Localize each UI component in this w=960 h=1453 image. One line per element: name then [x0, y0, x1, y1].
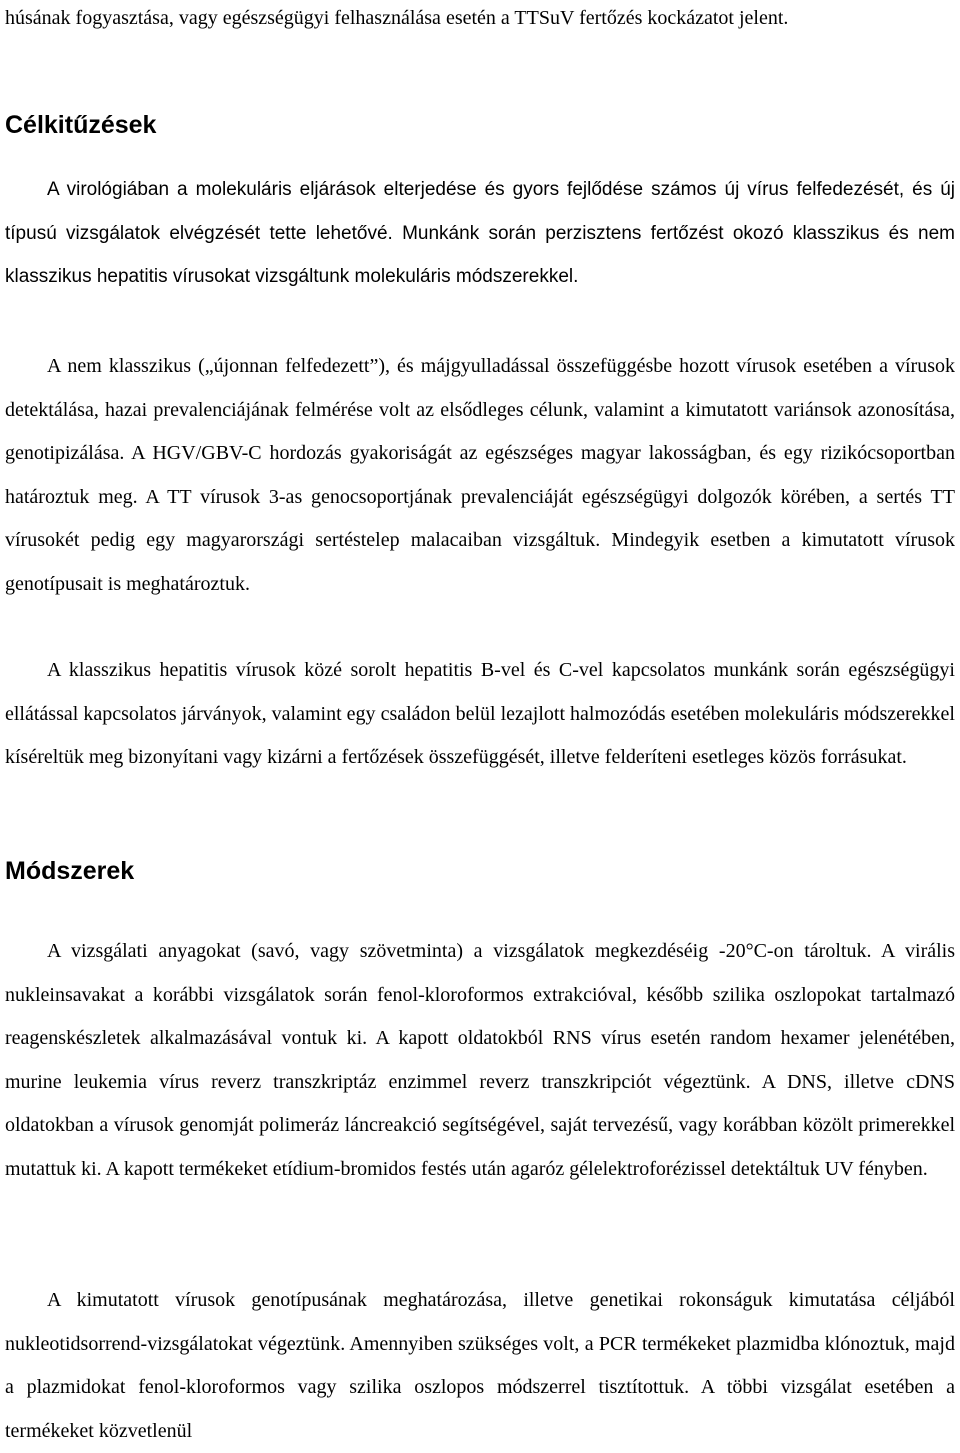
paragraph-klasszikus: A klasszikus hepatitis vírusok közé sorolt hepatitis B-vel és C-vel kapcsolatos munkánk során egészségügyi ellátással kapcsolatos járványok, valamint egy családon belül lezajlott halmozódás esetében molekuláris módszerekkel kíséreltük meg bizonyítani vagy kizárni a fertőzések összefüggését, illetve felderíteni esetleges közös forrásukat.	[5, 659, 955, 768]
intro-tail-paragraph: húsának fogyasztása, vagy egészségügyi felhasználása esetén a TTSuV fertőzés kockázatot jelent.	[5, 7, 789, 29]
paragraph-genotipus: A kimutatott vírusok genotípusának meghatározása, illetve genetikai rokonságuk kimutatása céljából nukleotidsorrend-vizsgálatokat végeztünk. Amennyiben szükséges volt, a PCR termékeket plazmidba klónoztuk, majd a plazmidokat fenol-kloroformos vagy szilika oszlopos módszerrel tisztítottuk. A többi vizsgálat esetében a termékeket közvetlenül	[5, 1289, 955, 1442]
paragraph-virologia: A virológiában a molekuláris eljárások elterjedése és gyors fejlődése számos új vírus felfedezését, és új típusú vizsgálatok elvégzését tette lehetővé. Munkánk során perzisztens fertőzést okozó klasszikus és nem klasszikus hepatitis vírusokat vizsgáltunk molekuláris módszerekkel.	[5, 179, 955, 287]
section-heading-modszerek: Módszerek	[5, 857, 135, 885]
paragraph-nem-klasszikus: A nem klasszikus („újonnan felfedezett”), és májgyulladással összefüggésbe hozott vírusok esetében a vírusok detektálása, hazai prevalenciájának felmérése volt az elsődleges célunk, valamint a kimutatott variánsok azonosítása, genotipizálása. A HGV/GBV-C hordozás gyakoriságát az egészséges magyar lakosságban, és egy rizikócsoportban határoztuk meg. A TT vírusok 3-as genocsoportjának prevalenciáját egészségügyi dolgozók körében, a sertés TT vírusokét pedig egy magyarországi sertéstelep malacaiban vizsgáltuk. Mindegyik esetben a kimutatott vírusok genotípusait is meghatároztuk.	[5, 355, 955, 595]
paragraph-vizsgalati-anyagok: A vizsgálati anyagokat (savó, vagy szövetminta) a vizsgálatok megkezdéséig -20°C-on tároltuk. A virális nukleinsavakat a korábbi vizsgálatok során fenol-kloroformos extrakcióval, később szilika oszlopokat tartalmazó reagenskészletek alkalmazásával vontuk ki. A kapott oldatokból RNS vírus esetén random hexamer jelenétében, murine leukemia vírus reverz transzkriptáz enzimmel reverz transzkripciót végeztünk. A DNS, illetve cDNS oldatokban a vírusok genomját polimeráz láncreakció segítségével, saját tervezésű, vagy korábban közölt primerekkel mutattuk ki. A kapott termékeket etídium-bromidos festés után agaróz gélelektroforézissel detektáltuk UV fényben.	[5, 940, 955, 1180]
section-heading-celkituzesek: Célkitűzések	[5, 111, 157, 139]
